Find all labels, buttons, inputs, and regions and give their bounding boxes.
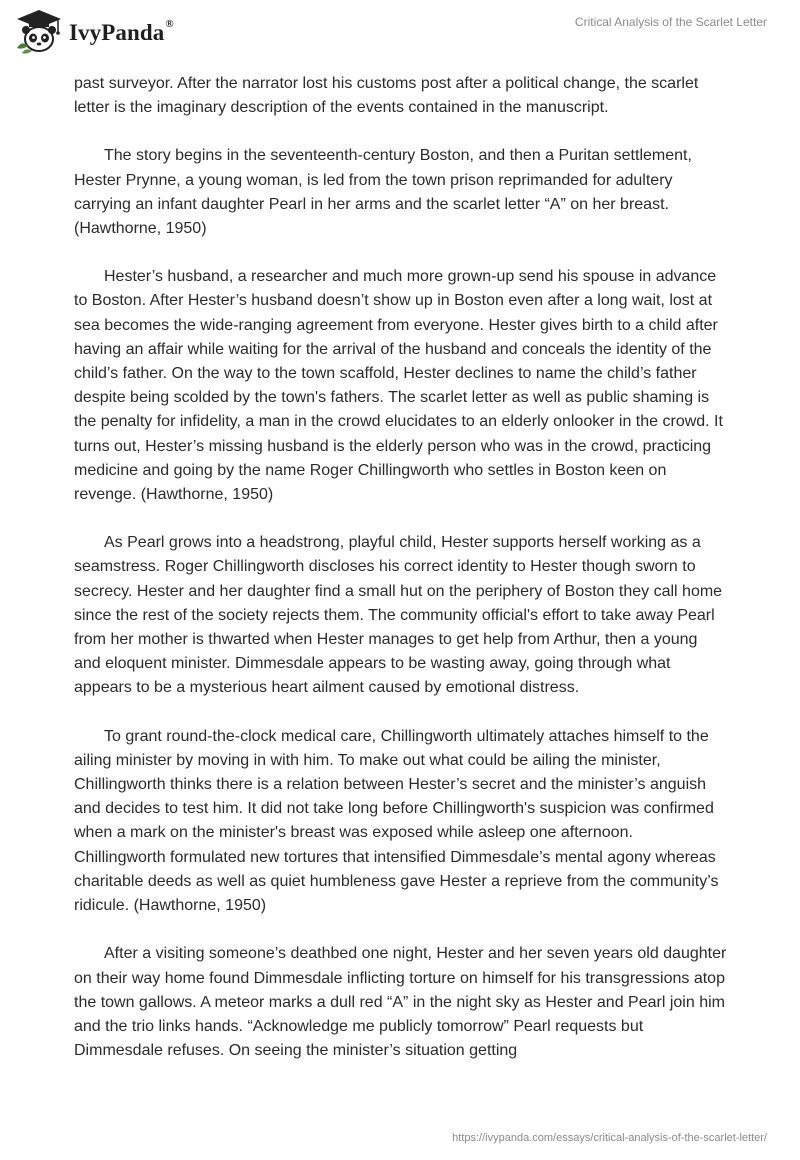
panda-graduate-icon [14,8,64,54]
paragraph: To grant round-the-clock medical care, Chillingworth ultimately attaches himself to the ailing minister by moving in with him. To make out what could be ailing the minister, Chillingworth thinks there is a relation between Hester’s secret and the minister’s anguish and decides to test him. It did not take long before Chillingworth's suspicion was confirmed when a mark on the minister's breast was exposed while asleep one afternoon. Chillingworth formulated new tortures that intensified Dimmesdale’s mental agony whereas charitable deeds as well as quiet humbleness gave Hester a reprieve from the community’s ridicule. (Hawthorne, 1950) [74,727,719,915]
paragraph: past surveyor. After the narrator lost his customs post after a political change, the scarlet letter is the imaginary description of the events contained in the manuscript. [74,75,699,117]
brand-name [69,20,174,46]
trademark-symbol: ® [165,18,174,30]
ivypanda-logo[interactable] [14,8,174,54]
page-header [0,0,800,70]
paragraph: After a visiting someone’s deathbed one night, Hester and her seven years old daughter on their way home found Dimmesdale inflicting torture on himself for his transgressions atop the town gallows. A meteor marks a dull red “A” in the night sky as Hester and Pearl join him and the trio links hands. “Acknowledge me publicly tomorrow” Pearl requests but Dimmesdale refuses. On seeing the minister’s situation getting [74,945,727,1060]
document-title: Critical Analysis of the Scarlet Letter [574,15,767,29]
paragraph: Hester’s husband, a researcher and much more grown-up send his spouse in advance to Boston. After Hester’s husband doesn’t show up in Boston even after a long wait, lost at sea becomes the wide-ranging agreement from everyone. Hester gives birth to a child after having an affair while waiting for the arrival of the husband and conceals the identity of the child’s father. On the way to the town scaffold, Hester declines to name the child’s father despite being scolded by the town's fathers. The scarlet letter as well as public shaming is the penalty for infidelity, a man in the crowd elucidates to an elderly onlooker in the crowd. It turns out, Hester’s missing husband is the elderly person who was in the crowd, practicing medicine and going by the name Roger Chillingworth who settles in Boston keen on revenge. (Hawthorne, 1950) [74,268,723,504]
paragraph: The story begins in the seventeenth-century Boston, and then a Puritan settlement, Hester Prynne, a young woman, is led from the town prison reprimanded for adultery carrying an infant daughter Pearl in her arms and the scarlet letter “A” on her breast. (Hawthorne, 1950) [74,147,692,238]
paragraph: As Pearl grows into a headstrong, playful child, Hester supports herself working as a seamstress. Roger Chillingworth discloses his correct identity to Hester though sworn to secrecy. Hester and her daughter find a small hut on the periphery of Boston they call home since the rest of the society rejects them. The community official's effort to take away Pearl from her mother is thwarted when Hester manages to get help from Arthur, then a young and eloquent minister. Dimmesdale appears to be wasting away, going through what appears to be a mysterious heart ailment caused by emotional distress. [74,534,723,697]
essay-body [74,72,728,1087]
source-url[interactable]: https://ivypanda.com/essays/critical-analysis-of-the-scarlet-letter/ [452,1132,767,1144]
brand-text: IvyPanda [69,20,165,45]
